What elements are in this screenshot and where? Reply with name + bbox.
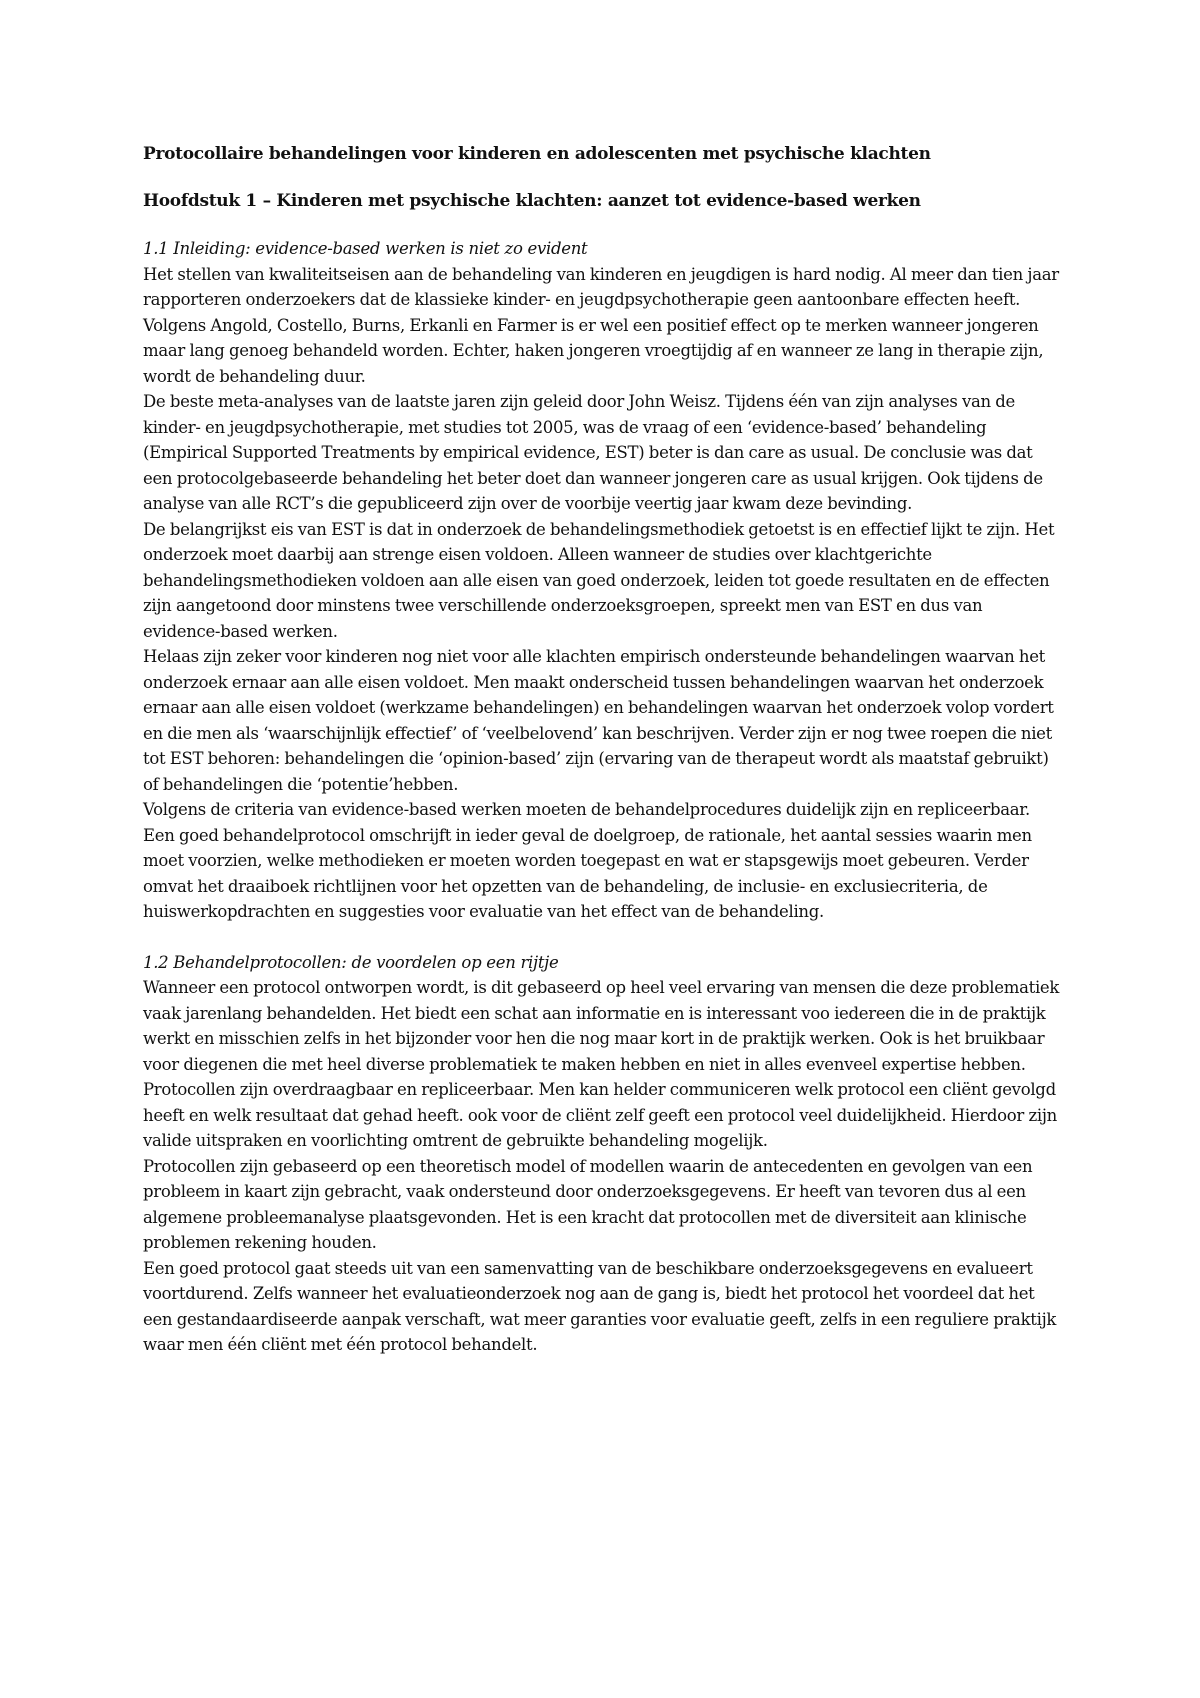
paragraph: Wanneer een protocol ontworpen wordt, is dit gebaseerd op heel veel ervaring van mensen die deze problematiek vaak jarenlang behandelden. Het biedt een schat aan informatie en is interessant voo iedereen die in de praktijk werkt en misschien zelfs in het bijzonder voor hen die nog maar kort in de praktijk werken. Ook is het bruikbaar voor diegenen die met heel diverse problematiek te maken hebben en niet in alles evenveel expertise hebben. [143, 978, 1060, 1074]
document-title: Protocollaire behandelingen voor kinderen en adolescenten met psychische klachten [143, 144, 931, 164]
section-heading: 1.1 Inleiding: evidence-based werken is niet zo evident [143, 239, 588, 258]
paragraph: De beste meta-analyses van de laatste jaren zijn geleid door John Weisz. Tijdens één van zijn analyses van de kinder- en jeugdpsychotherapie, met studies tot 2005, was de vraag of een ‘evidence-based’ behandeling (Empirical Supported Treatments by empirical evidence, EST) beter is dan care as usual. De conclusie was dat een protocolgebaseerde behandeling het beter doet dan wanneer jongeren care as usual krijgen. Ook tijdens de analyse van alle RCT’s die gepubliceerd zijn over de voorbije veertig jaar kwam deze bevinding. [143, 392, 1043, 513]
paragraph: Volgens de criteria van evidence-based werken moeten de behandelprocedures duidelijk zijn en repliceerbaar. Een goed behandelprotocol omschrijft in ieder geval de doelgroep, de rationale, het aantal sessies waarin men moet voorzien, welke methodieken er moeten worden toegepast en wat er stapsgewijs moet gebeuren. Verder omvat het draaiboek richtlijnen voor het opzetten van de behandeling, de inclusie- en exclusiecriteria, de huiswerkopdrachten en suggesties voor evaluatie van het effect van de behandeling. [143, 800, 1032, 921]
section-behandelprotocollen [143, 950, 1063, 1358]
section-inleiding [143, 236, 1063, 925]
paragraph: De belangrijkst eis van EST is dat in onderzoek de behandelingsmethodiek getoetst is en effectief lijkt te zijn. Het onderzoek moet daarbij aan strenge eisen voldoen. Alleen wanneer de studies over klachtgerichte behandelingsmethodieken voldoen aan alle eisen van goed onderzoek, leiden tot goede resultaten en de effecten zijn aangetoond door minstens twee verschillende onderzoeksgroepen, spreekt men van EST en dus van evidence-based werken. [143, 519, 1055, 641]
chapter-title: Hoofdstuk 1 – Kinderen met psychische klachten: aanzet tot evidence-based werken [143, 191, 921, 211]
document-page [143, 142, 1063, 1383]
section-heading: 1.2 Behandelprotocollen: de voordelen op een rijtje [143, 952, 559, 972]
paragraph: Protocollen zijn gebaseerd op een theoretisch model of modellen waarin de antecedenten en gevolgen van een probleem in kaart zijn gebracht, vaak ondersteund door onderzoeksgegevens. Er heeft van tevoren dus al een algemene probleemanalyse plaatsgevonden. Het is een kracht dat protocollen met de diversiteit aan klinische problemen rekening houden. [143, 1156, 1033, 1252]
paragraph: Helaas zijn zeker voor kinderen nog niet voor alle klachten empirisch ondersteunde behandelingen waarvan het onderzoek ernaar aan alle eisen voldoet. Men maakt onderscheid tussen behandelingen waarvan het onderzoek ernaar aan alle eisen voldoet (werkzame behandelingen) en behandelingen waarvan het onderzoek volop vordert en die men als ‘waarschijnlijk effectief’ of ‘veelbelovend’ kan beschrijven. Verder zijn er nog twee roepen die niet tot EST behoren: behandelingen die ‘opinion-based’ zijn (ervaring van de therapeut wordt als maatstaf gebruikt) of behandelingen die ‘potentie’hebben. [143, 647, 1054, 794]
paragraph: Het stellen van kwaliteitseisen aan de behandeling van kinderen en jeugdigen is hard nodig. Al meer dan tien jaar rapporteren onderzoekers dat de klassieke kinder- en jeugdpsychotherapie geen aantoonbare effecten heeft. Volgens Angold, Costello, Burns, Erkanli en Farmer is er wel een positief effect op te merken wanneer jongeren maar lang genoeg behandeld worden. Echter, haken jongeren vroegtijdig af en wanneer ze lang in therapie zijn, wordt de behandeling duur. [143, 264, 1059, 386]
paragraph: Een goed protocol gaat steeds uit van een samenvatting van de beschikbare onderzoeksgegevens en evalueert voortdurend. Zelfs wanneer het evaluatieonderzoek nog aan de gang is, biedt het protocol het voordeel dat het een gestandaardiseerde aanpak verschaft, wat meer garanties voor evaluatie geeft, zelfs in een reguliere praktijk waar men één cliënt met één protocol behandelt. [143, 1258, 1057, 1354]
paragraph: Protocollen zijn overdraagbaar en repliceerbaar. Men kan helder communiceren welk protocol een cliënt gevolgd heeft en welk resultaat dat gehad heeft. ook voor de cliënt zelf geeft een protocol veel duidelijkheid. Hierdoor zijn valide uitspraken en voorlichting omtrent de gebruikte behandeling mogelijk. [143, 1080, 1057, 1150]
